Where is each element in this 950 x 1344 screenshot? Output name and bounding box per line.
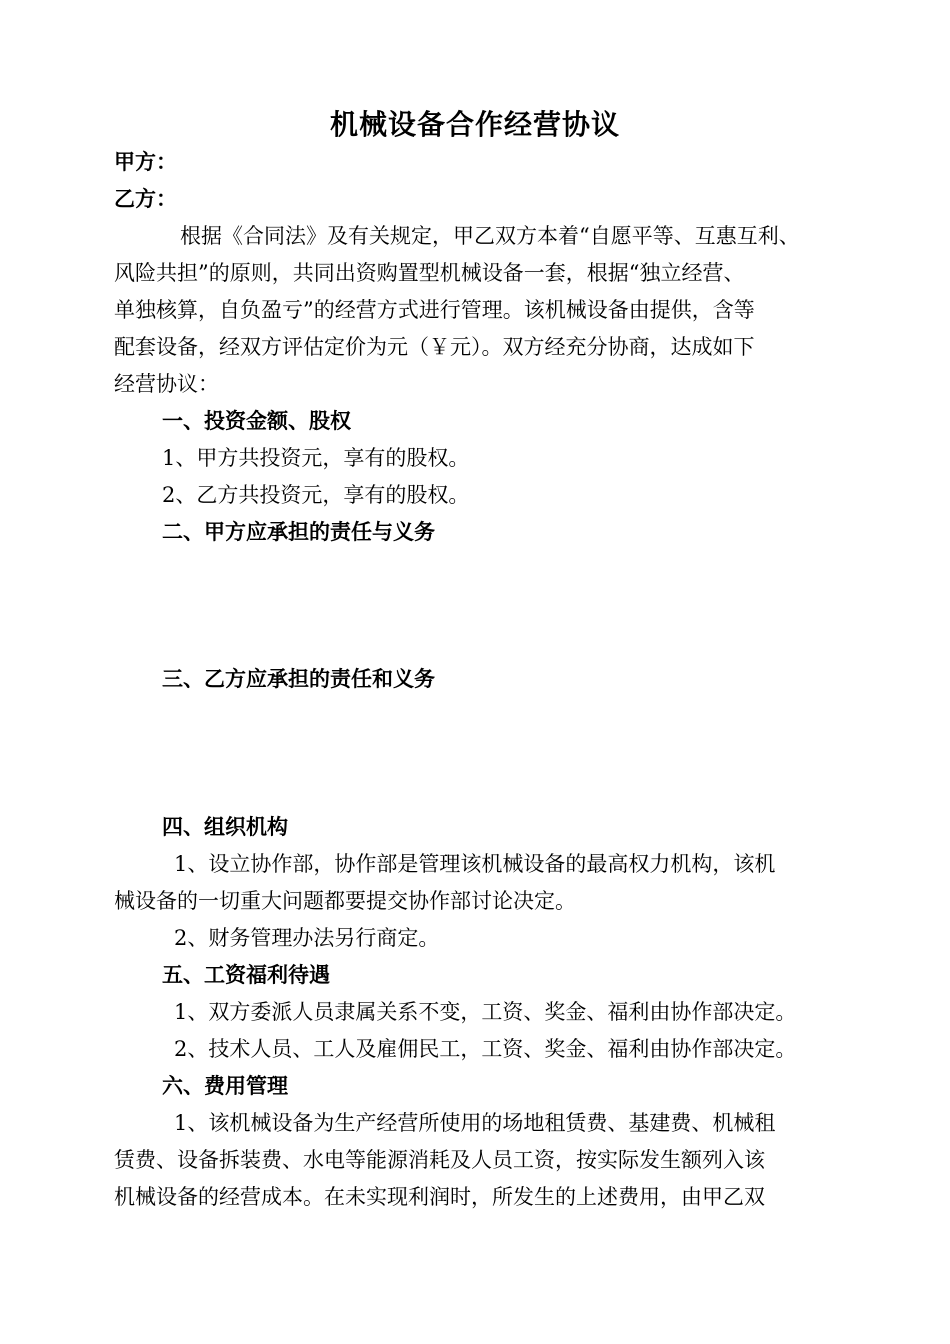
list-item: 1、该机械设备为生产经营所使用的场地租赁费、基建费、机械租 [174,1111,776,1135]
party-b-label: 乙方： [114,187,177,211]
section-heading-party-b-duties: 三、乙方应承担的责任和义务 [162,667,435,691]
section-heading-party-a-duties: 二、甲方应承担的责任与义务 [162,520,435,544]
list-item: 1、设立协作部，协作部是管理该机械设备的最高权力机构，该机 [174,852,776,876]
section-heading-wages: 五、工资福利待遇 [162,963,330,987]
preamble-line: 风险共担”的原则，共同出资购置型机械设备一套，根据“独立经营、 [114,261,745,285]
section-heading-expenses: 六、费用管理 [162,1074,288,1098]
document-title: 机械设备合作经营协议 [329,108,620,141]
list-item: 2、技术人员、工人及雇佣民工，工资、奖金、福利由协作部决定。 [174,1037,797,1061]
section-heading-investment: 一、投资金额、股权 [162,409,351,433]
list-item: 2、财务管理办法另行商定。 [174,926,440,950]
preamble-line: 经营协议： [114,372,219,396]
preamble-line: 单独核算，自负盈亏”的经营方式进行管理。该机械设备由提供，含等 [114,298,755,322]
party-a-label: 甲方： [114,150,177,174]
list-item: 2、乙方共投资元，享有的股权。 [162,483,470,507]
list-item: 1、甲方共投资元，享有的股权。 [162,446,470,470]
list-item-continuation: 械设备的一切重大问题都要提交协作部讨论决定。 [114,889,576,913]
preamble-line: 根据《合同法》及有关规定，甲乙双方本着“自愿平等、互惠互利、 [180,224,800,248]
list-item: 1、双方委派人员隶属关系不变，工资、奖金、福利由协作部决定。 [174,1000,797,1024]
list-item-continuation: 赁费、设备拆装费、水电等能源消耗及人员工资，按实际发生额列入该 [114,1148,765,1172]
section-heading-organization: 四、组织机构 [162,815,288,839]
preamble-line: 配套设备，经双方评估定价为元（￥元）。双方经充分协商，达成如下 [114,335,755,359]
list-item-continuation: 机械设备的经营成本。在未实现利润时，所发生的上述费用，由甲乙双 [114,1185,765,1209]
